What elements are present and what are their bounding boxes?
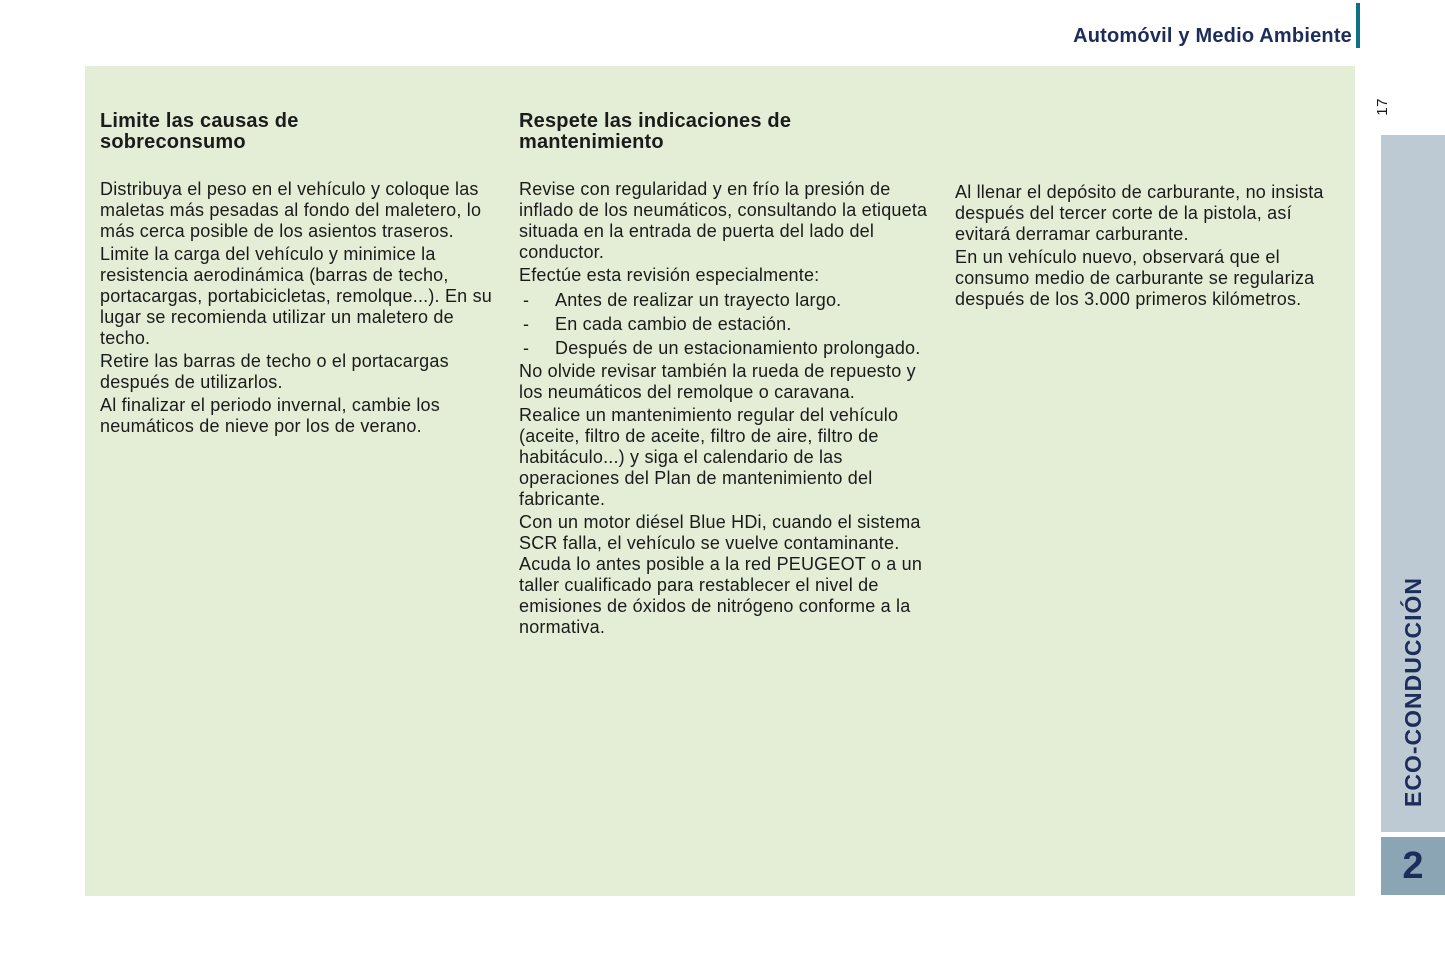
paragraph: Distribuya el peso en el vehículo y coloque las maletas más pesadas al fondo del maletero, lo más cerca posible de los asientos traseros.: [100, 179, 482, 241]
paragraph: No olvide revisar también la rueda de repuesto y los neumáticos del remolque o caravana.: [519, 361, 916, 402]
page-number: 17: [1374, 98, 1391, 116]
paragraph: Realice un mantenimiento regular del vehículo (aceite, filtro de aceite, filtro de aire, filtro de habitáculo...) y siga el calendario de las operaciones del Plan de mantenimiento del fabricante.: [519, 405, 899, 509]
list-item-text: En cada cambio de estación.: [555, 314, 792, 334]
list-intro: Efectúe esta revisión especialmente:: [519, 265, 820, 285]
column-right: [955, 182, 1350, 310]
column-left: [100, 111, 492, 437]
bullet-dash: -: [523, 314, 530, 334]
paragraph: En un vehículo nuevo, observará que el consumo medio de carburante se regulariza después de los 3.000 primeros kilómetros.: [955, 247, 1315, 309]
list-item: [519, 314, 937, 335]
paragraph: Al finalizar el periodo invernal, cambie los neumáticos de nieve por los de verano.: [100, 395, 440, 436]
chapter-label: ECO-CONDUCCIÓN: [1399, 577, 1426, 807]
list-item-text: Después de un estacionamiento prolongado.: [555, 338, 921, 358]
chapter-number: 2: [1402, 844, 1424, 887]
paragraph: Con un motor diésel Blue HDi, cuando el sistema SCR falla, el vehículo se vuelve contaminante. Acuda lo antes posible a la red PEUGEOT o a un taller cualificado para restablecer el nivel de emisiones de óxidos de nitrógeno conforme a la normativa.: [519, 512, 923, 637]
bullet-dash: -: [523, 338, 530, 358]
paragraph: Retire las barras de techo o el portacargas después de utilizarlos.: [100, 351, 449, 392]
content-panel: [85, 66, 1355, 896]
header-accent-bar: [1356, 3, 1360, 48]
chapter-number-box: [1381, 837, 1445, 895]
chapter-label-container: [1381, 552, 1445, 832]
chapter-tab-strip: [1381, 135, 1445, 832]
section-heading-limit-overconsumption: Limite las causas de sobreconsumo: [100, 110, 299, 153]
maintenance-check-list: [519, 290, 937, 359]
bullet-dash: -: [523, 290, 530, 310]
page-header-title: Automóvil y Medio Ambiente: [1073, 25, 1352, 47]
section-heading-maintenance: Respete las indicaciones de mantenimiento: [519, 110, 792, 153]
list-item-text: Antes de realizar un trayecto largo.: [555, 290, 842, 310]
paragraph: Limite la carga del vehículo y minimice la resistencia aerodinámica (barras de techo, portacargas, portabicicletas, remolque...). En su lugar se recomienda utilizar un maletero de techo.: [100, 244, 492, 348]
column-middle: [519, 111, 937, 638]
paragraph: Al llenar el depósito de carburante, no insista después del tercer corte de la pistola, así evitará derramar carburante.: [955, 182, 1324, 244]
paragraph: Revise con regularidad y en frío la presión de inflado de los neumáticos, consultando la etiqueta situada en la entrada de puerta del lado del conductor.: [519, 179, 928, 262]
list-item: [519, 338, 937, 359]
list-item: [519, 290, 937, 311]
